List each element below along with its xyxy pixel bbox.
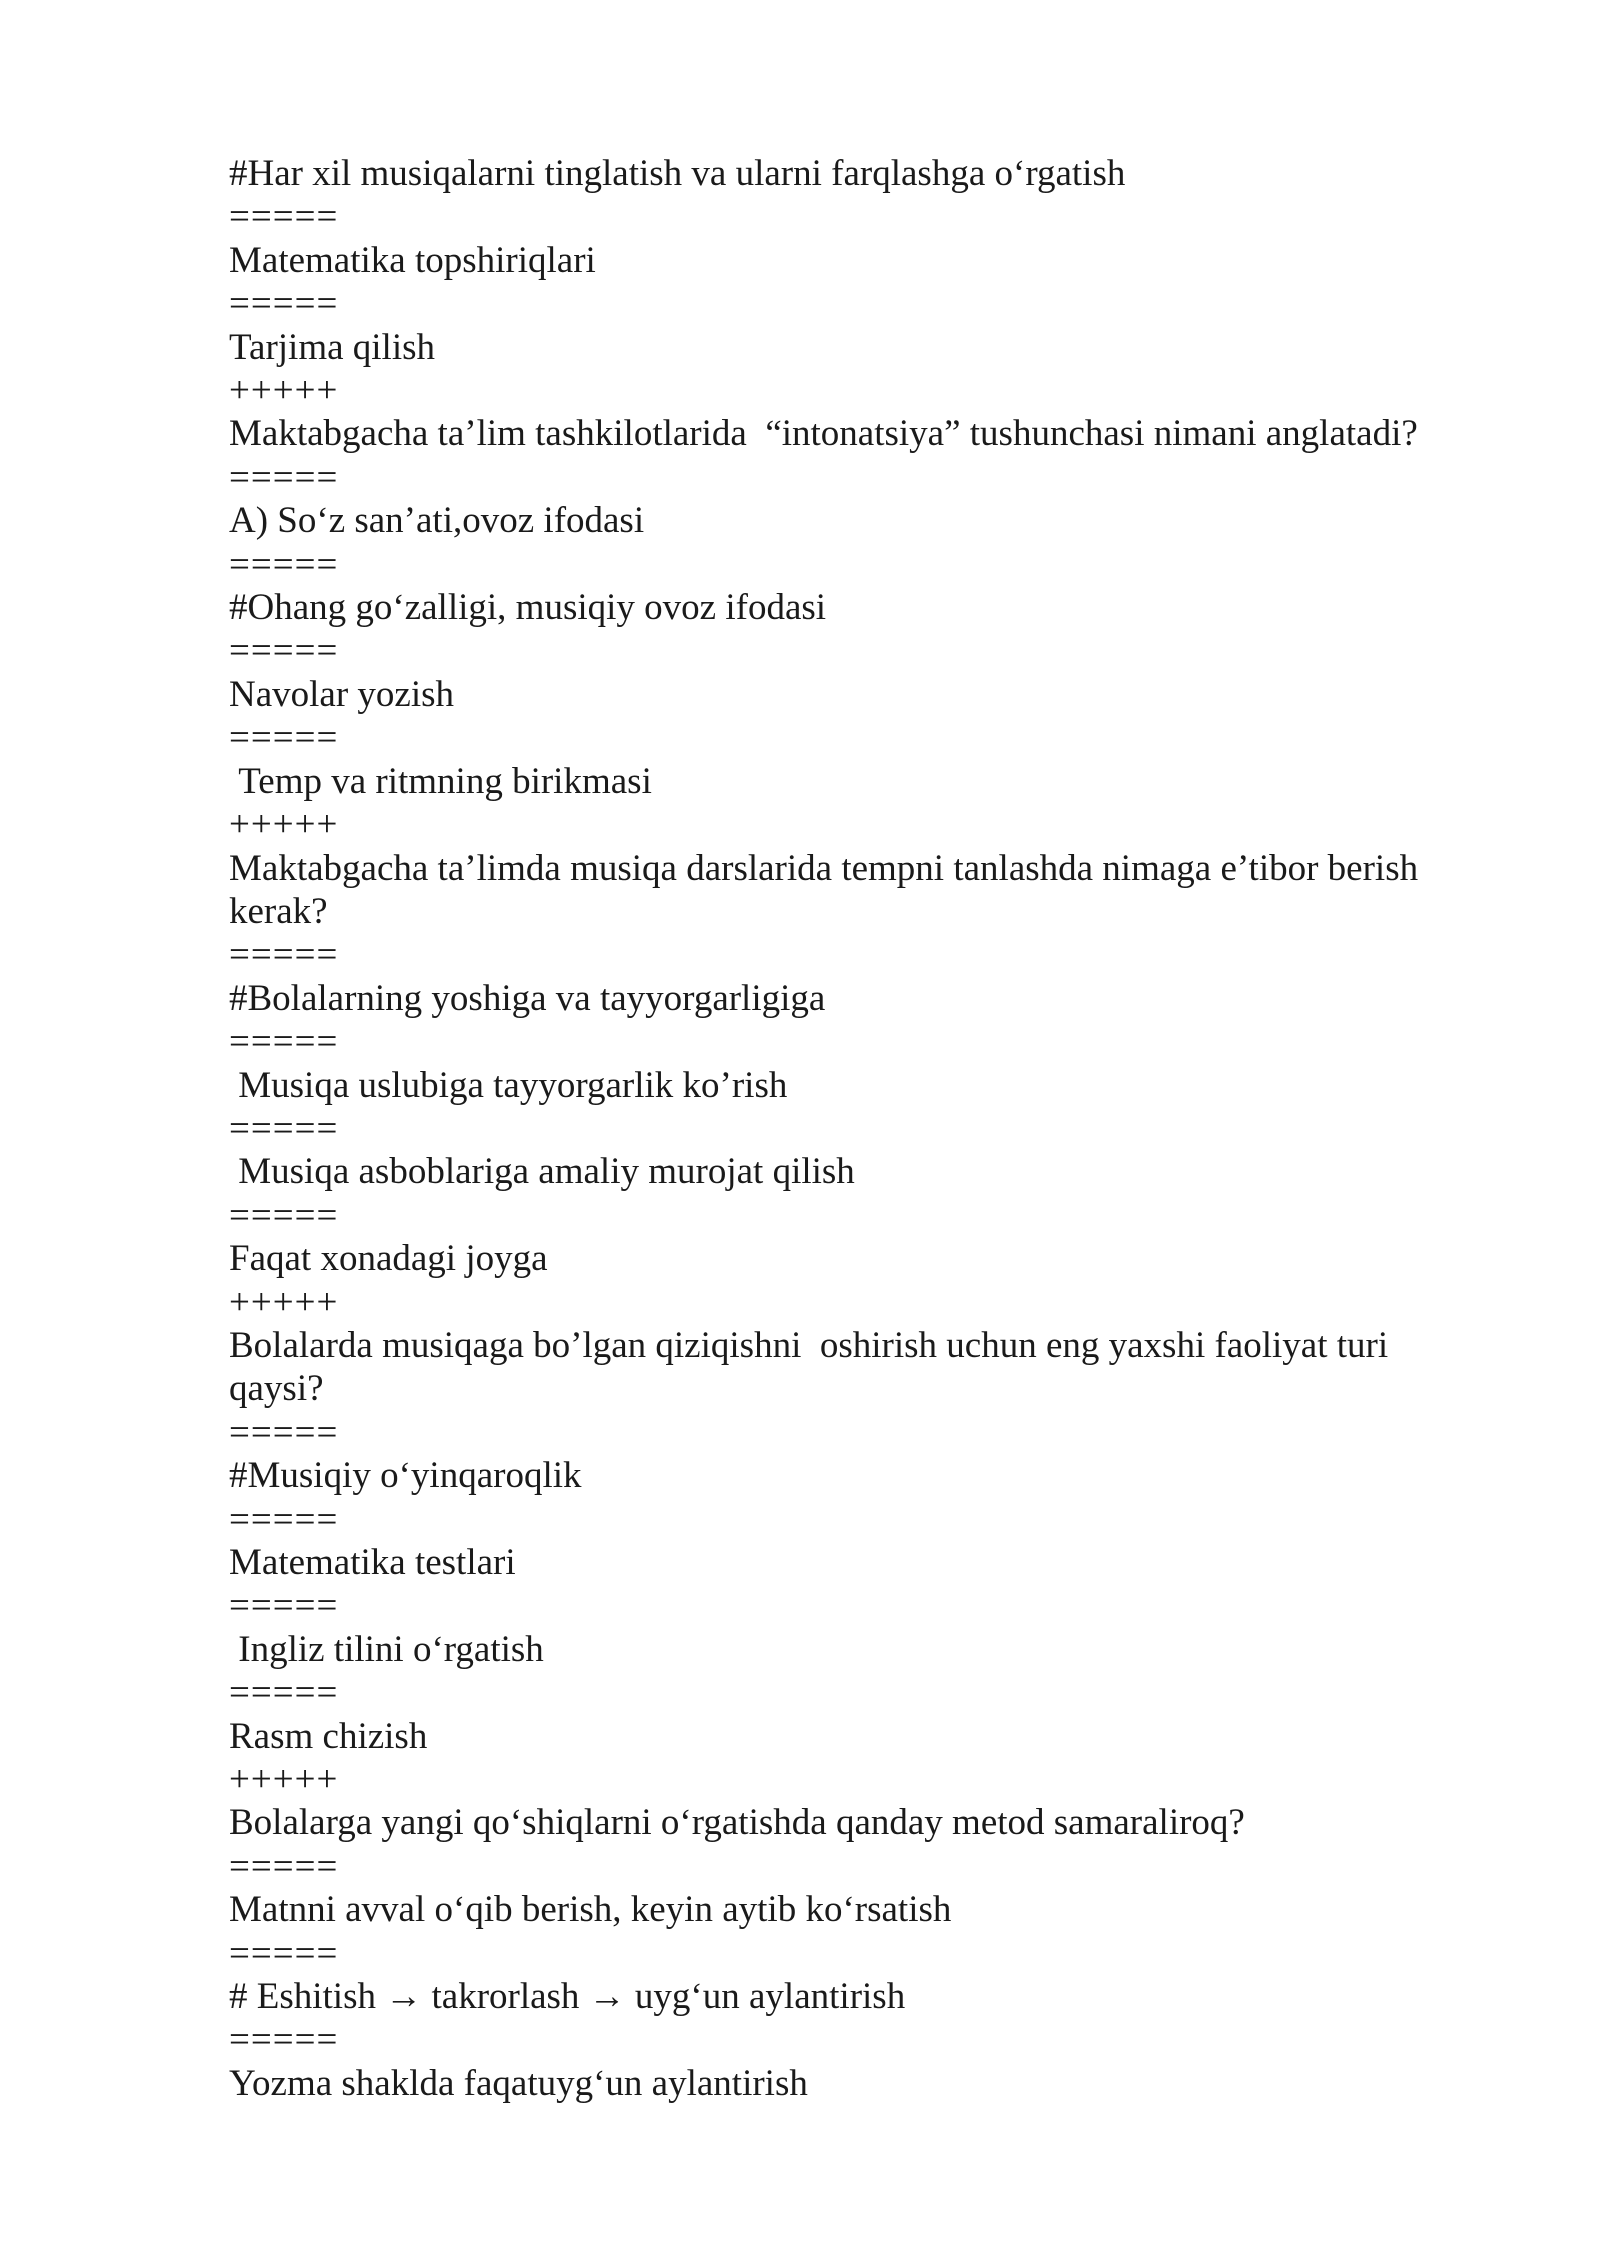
option-separator: =====	[229, 1585, 339, 1627]
answer-option: Faqat xonadagi joyga	[229, 1238, 548, 1280]
question-separator: +++++	[229, 1759, 339, 1801]
answer-option: Musiqa asboblariga amaliy murojat qilish	[229, 1151, 855, 1193]
option-separator: =====	[229, 630, 339, 672]
answer-option: Yozma shaklda faqatuyg‘un aylantirish	[229, 2062, 808, 2104]
question-text: Bolalarga yangi qo‘shiqlarni o‘rgatishda qanday metod samaraliroq?	[229, 1802, 1245, 1844]
document-body	[229, 152, 1479, 2105]
answer-option: Matematika topshiriqlari	[229, 239, 596, 281]
option-separator: =====	[229, 196, 339, 238]
correct-answer-option: #Har xil musiqalarni tinglatish va ularni farqlashga o‘rgatish	[229, 153, 1126, 194]
answer-option: Temp va ritmning birikmasi	[229, 760, 652, 802]
question-text: Bolalarda musiqaga bo’lgan qiziqishni oshirish uchun eng yaxshi faoliyat turi qaysi?	[229, 1324, 1398, 1410]
question-text: Maktabgacha ta’limda musiqa darslarida tempni tanlashda nimaga e’tibor berish kerak?	[229, 847, 1428, 932]
correct-answer-option: #Musiqiy o‘yinqaroqlik	[229, 1455, 582, 1497]
answer-option: A) So‘z san’ati,ovoz ifodasi	[229, 500, 645, 542]
answer-option: Navolar yozish	[229, 673, 455, 715]
option-separator: =====	[229, 1672, 339, 1714]
option-separator: =====	[229, 2019, 339, 2061]
option-separator: =====	[229, 543, 339, 585]
option-separator: =====	[229, 934, 339, 976]
option-separator: =====	[229, 1021, 339, 1063]
answer-option: Rasm chizish	[229, 1715, 428, 1757]
option-separator: =====	[229, 1107, 339, 1149]
option-separator: =====	[229, 1845, 339, 1887]
answer-option: Matnni avval o‘qib berish, keyin aytib ko‘rsatish	[229, 1889, 952, 1931]
answer-option: Musiqa uslubiga tayyorgarlik ko’rish	[229, 1064, 788, 1106]
correct-answer-option: #Ohang go‘zalligi, musiqiy ovoz ifodasi	[229, 587, 827, 629]
option-separator: =====	[229, 1194, 339, 1236]
option-separator: =====	[229, 1932, 339, 1974]
question-separator: +++++	[229, 804, 339, 846]
answer-option: Ingliz tilini o‘rgatish	[229, 1628, 544, 1670]
option-separator: =====	[229, 283, 339, 325]
answer-option: Matematika testlari	[229, 1542, 516, 1583]
option-separator: =====	[229, 1411, 339, 1453]
question-separator: +++++	[229, 1281, 339, 1323]
question-text: Maktabgacha ta’lim tashkilotlarida “intonatsiya” tushunchasi nimani anglatadi?	[229, 413, 1418, 455]
option-separator: =====	[229, 717, 339, 759]
option-separator: =====	[229, 456, 339, 498]
option-separator: =====	[229, 1498, 339, 1540]
correct-answer-option: #Bolalarning yoshiga va tayyorgarligiga	[229, 977, 826, 1019]
question-separator: +++++	[229, 370, 339, 412]
correct-answer-option: # Eshitish → takrorlash → uyg‘un aylantirish	[229, 1976, 906, 2018]
answer-option: Tarjima qilish	[229, 326, 436, 368]
